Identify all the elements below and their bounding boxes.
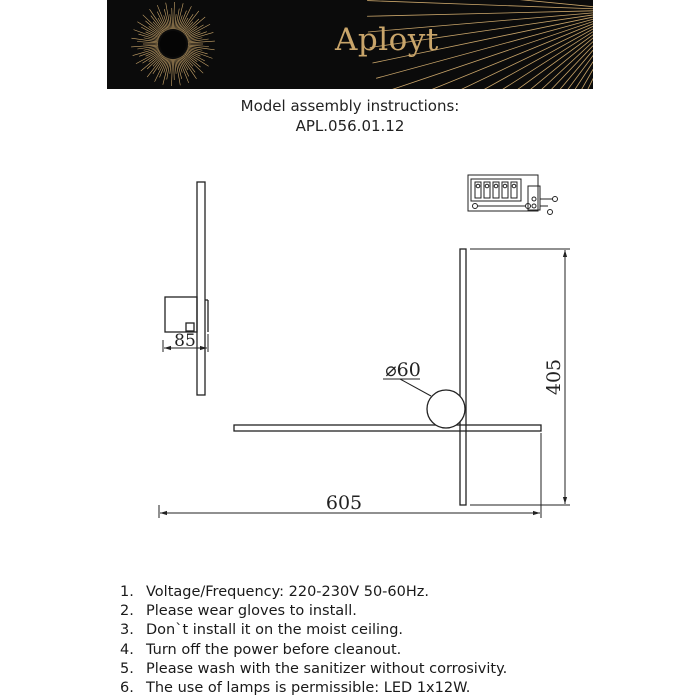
note-text: Please wear gloves to install. <box>146 603 357 620</box>
note-text: Voltage/Frequency: 220-230V 50-60Hz. <box>146 584 429 600</box>
note-text: Please wash with the sanitizer without corrosivity. <box>146 660 508 677</box>
horizontal-bar <box>234 425 541 431</box>
height-dimension-label: 405 <box>543 358 565 396</box>
note-text: Turn off the power before cleanout. <box>146 641 402 658</box>
note-number: 6. <box>120 680 134 697</box>
depth-dimension-label: 85 <box>174 331 196 351</box>
note-number: 1. <box>120 584 134 600</box>
terminal-side-screw-top <box>532 197 536 201</box>
note-item <box>120 621 507 640</box>
terminal-side-screw-bottom <box>532 204 536 208</box>
note-item <box>120 660 507 679</box>
note-item <box>120 583 507 602</box>
note-number: 3. <box>120 622 134 639</box>
instruction-notes <box>120 583 507 698</box>
terminal-screw <box>503 184 507 188</box>
side-view-screw <box>186 323 194 331</box>
note-item <box>120 641 507 660</box>
note-item <box>120 679 507 698</box>
terminal-screw-left <box>473 204 478 209</box>
side-view-bar <box>197 182 205 395</box>
terminal-contacts <box>475 182 517 198</box>
terminal-screw <box>512 184 516 188</box>
diameter-label: ⌀60 <box>385 359 421 381</box>
side-view-mount <box>165 297 197 332</box>
terminal-lead-top-end <box>553 197 558 202</box>
title-line: Model assembly instructions: <box>240 97 460 115</box>
terminal-screw <box>485 184 489 188</box>
note-text: The use of lamps is permissible: LED 1x12W. <box>146 680 471 697</box>
note-item <box>120 602 507 621</box>
brand-logo: Aployt <box>335 22 439 58</box>
terminal-block-icon <box>468 175 558 215</box>
note-number: 2. <box>120 603 134 620</box>
note-number: 4. <box>120 641 134 658</box>
diameter-leader <box>400 379 431 396</box>
model-number: APL.056.01.12 <box>295 117 405 135</box>
note-text: Don`t install it on the moist ceiling. <box>146 622 404 639</box>
note-number: 5. <box>120 660 134 677</box>
terminal-lead-bottom-end <box>548 210 553 215</box>
terminal-screw <box>476 184 480 188</box>
width-dimension-label: 605 <box>325 492 363 514</box>
round-lamp <box>427 390 465 428</box>
vertical-bar <box>460 249 466 505</box>
side-view <box>163 182 208 395</box>
terminal-screw <box>494 184 498 188</box>
